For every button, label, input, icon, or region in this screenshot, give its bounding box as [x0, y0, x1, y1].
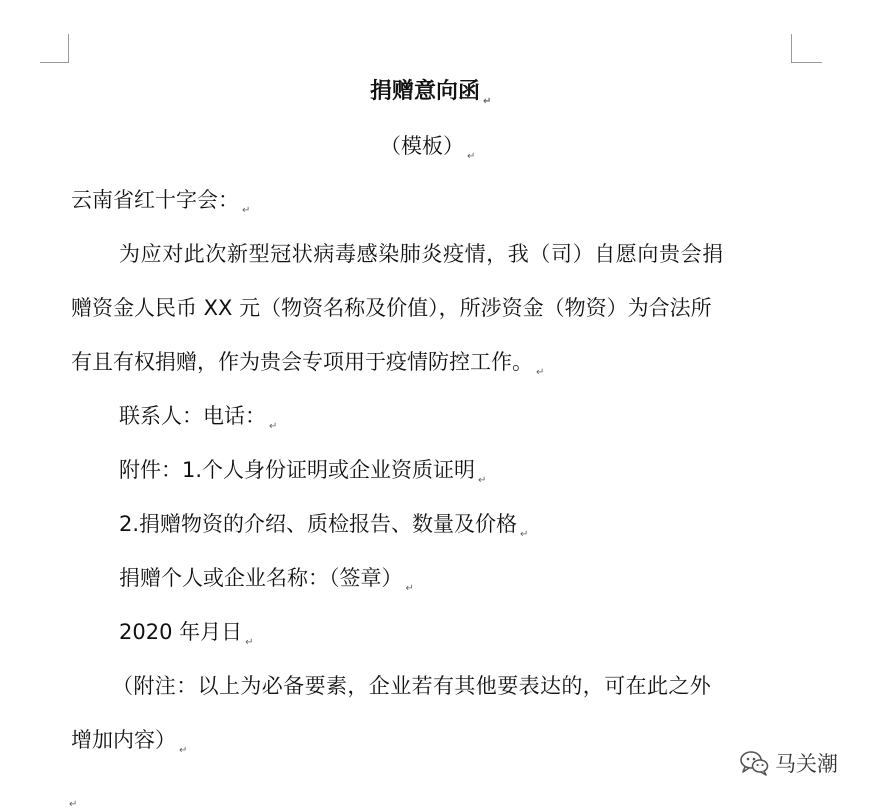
- body-text-1: 为应对此次新型冠状病毒感染肺炎疫情，我（司）自愿向贵会捐: [119, 242, 724, 266]
- note-line-1: [112, 672, 711, 700]
- attachment-line-2: [119, 510, 528, 540]
- donor-name-line: [119, 564, 414, 594]
- document-subtitle: （模板）: [380, 134, 464, 158]
- body-line-3: [71, 348, 544, 378]
- wechat-icon: [739, 749, 769, 777]
- body-line-2: [71, 294, 712, 322]
- attachment-line-1: [119, 456, 486, 486]
- salutation: 云南省红十字会：: [71, 188, 239, 212]
- paragraph-mark: ↵: [536, 367, 545, 378]
- date-text: 2020 年月日: [119, 620, 243, 644]
- paragraph-mark: ↵: [520, 529, 529, 540]
- note-text-2: 增加内容）: [71, 728, 176, 752]
- salutation-line: [71, 186, 250, 216]
- paragraph-mark: ↵: [467, 151, 476, 162]
- note-line-2: [71, 726, 187, 756]
- body-text-3: 有且有权捐赠，作为贵会专项用于疫情防控工作。: [71, 350, 533, 374]
- body-text-2: 赠资金人民币 XX 元（物资名称及价值），所涉资金（物资）为合法所: [71, 296, 712, 320]
- paragraph-mark: ↵: [179, 745, 188, 756]
- document-title-line: [370, 78, 491, 107]
- attachment-text-1: 附件：1.个人身份证明或企业资质证明: [119, 458, 476, 482]
- date-line: [119, 618, 254, 648]
- empty-line: [66, 780, 77, 810]
- note-text-1: （附注：以上为必备要素，企业若有其他要表达的，可在此之外: [112, 674, 712, 698]
- contact-text: 联系人：电话：: [119, 404, 266, 428]
- paragraph-mark: ↵: [69, 799, 78, 810]
- donor-name-text: 捐赠个人或企业名称：（签章）: [119, 566, 403, 590]
- paragraph-mark: ↵: [245, 637, 254, 648]
- attachment-text-2: 2.捐赠物资的介绍、质检报告、数量及价格: [119, 512, 518, 536]
- body-line-1: [119, 240, 724, 268]
- paragraph-mark: ↵: [478, 475, 487, 486]
- wechat-watermark: [739, 748, 838, 778]
- watermark-text: 马关潮: [775, 752, 838, 776]
- paragraph-mark: ↵: [483, 96, 492, 107]
- contact-line: [119, 402, 277, 432]
- paragraph-mark: ↵: [405, 583, 414, 594]
- document-title: 捐赠意向函: [370, 79, 481, 104]
- subtitle-line: [380, 132, 475, 162]
- paragraph-mark: ↵: [269, 421, 278, 432]
- paragraph-mark: ↵: [242, 205, 251, 216]
